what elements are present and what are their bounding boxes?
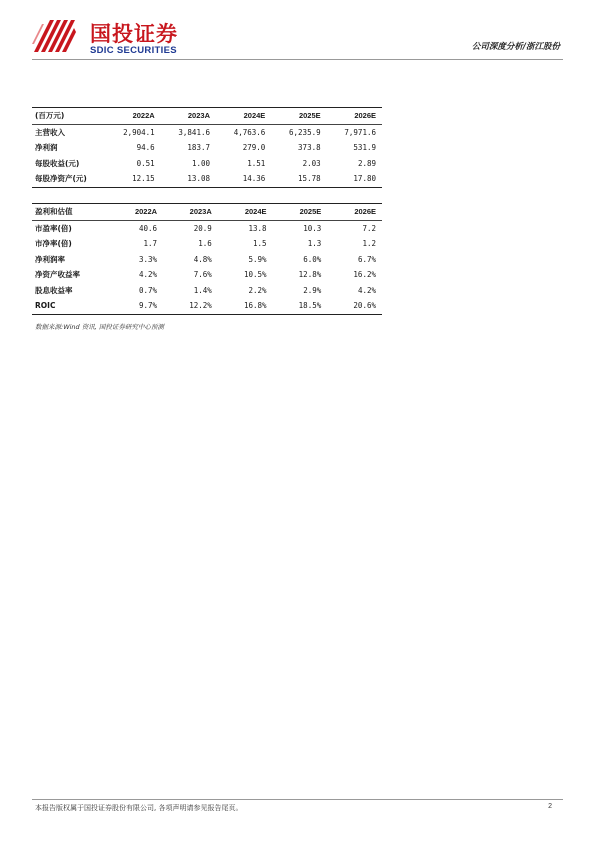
table-row xyxy=(32,283,382,299)
table-cell: 0.51 xyxy=(136,158,155,168)
table-row xyxy=(32,171,382,187)
row-label: 市净率(倍) xyxy=(35,239,72,249)
table-cell: 2.2% xyxy=(248,285,267,295)
logo-stripes-icon xyxy=(32,18,78,54)
table-cell: 183.7 xyxy=(187,143,210,153)
column-header: 2026E xyxy=(354,207,376,217)
column-header: (百万元) xyxy=(35,111,65,121)
row-label: 市盈率(倍) xyxy=(35,223,72,233)
table-cell: 13.8 xyxy=(248,223,267,233)
logo-chinese-name: 国投证券 xyxy=(90,22,178,46)
table-row xyxy=(32,267,382,283)
footer-divider xyxy=(32,799,563,800)
table-cell: 7.2 xyxy=(362,223,376,233)
column-header: 2026E xyxy=(354,111,376,121)
table-cell: 12.15 xyxy=(132,174,155,184)
table-header-row xyxy=(32,108,382,125)
table-cell: 16.2% xyxy=(353,270,376,280)
table-cell: 10.5% xyxy=(243,270,267,280)
table-cell: 0.7% xyxy=(138,285,158,295)
table-cell: 6.0% xyxy=(303,254,322,264)
table-cell: 1.2 xyxy=(362,239,376,249)
page-header xyxy=(0,0,595,60)
table-cell: 2.03 xyxy=(302,158,321,168)
table-cell: 1.51 xyxy=(247,158,266,168)
data-source-note: 数据来源:Wind 资讯, 国投证券研究中心预测 xyxy=(35,323,164,331)
table-cell: 16.8% xyxy=(243,301,267,311)
column-header: 2025E xyxy=(298,111,321,121)
table-cell: 2,904.1 xyxy=(123,127,155,137)
table-cell: 9.7% xyxy=(138,301,158,311)
table-cell: 3.3% xyxy=(138,254,158,264)
table-cell: 7.6% xyxy=(193,270,212,280)
footer-disclaimer: 本报告版权属于国投证券股份有限公司, 各项声明请参见报告尾页。 xyxy=(35,804,243,812)
table-cell: 13.08 xyxy=(187,174,210,184)
row-label: 净利润 xyxy=(35,143,58,153)
table-cell: 2.89 xyxy=(357,158,376,168)
table-cell: 1.5 xyxy=(252,239,267,249)
table-header-row xyxy=(32,204,382,221)
row-label: 主营收入 xyxy=(35,127,65,137)
row-label: 净利润率 xyxy=(35,254,65,264)
table-cell: 12.2% xyxy=(189,301,212,311)
table-cell: 1.7 xyxy=(143,239,158,249)
company-logo xyxy=(32,18,202,58)
table-cell: 94.6 xyxy=(136,143,155,153)
column-header: 2023A xyxy=(189,207,212,217)
table-row xyxy=(32,220,382,236)
valuation-table xyxy=(32,203,382,315)
table-cell: 40.6 xyxy=(138,223,158,233)
table-cell: 1.00 xyxy=(191,158,210,168)
row-label: ROIC xyxy=(35,301,56,311)
header-divider xyxy=(32,59,563,60)
row-label: 每股收益(元) xyxy=(35,158,80,168)
row-label: 股息收益率 xyxy=(35,285,73,295)
column-header: 2024E xyxy=(244,207,267,217)
table-cell: 1.6 xyxy=(198,239,212,249)
table-cell: 4.2% xyxy=(138,270,158,280)
table-cell: 20.6% xyxy=(353,301,376,311)
table-cell: 7,971.6 xyxy=(344,127,376,137)
table-row xyxy=(32,252,382,268)
column-header: 2025E xyxy=(299,207,322,217)
table-cell: 2.9% xyxy=(303,285,322,295)
report-tag: 公司深度分析/浙江股份 xyxy=(471,42,560,52)
table-cell: 279.0 xyxy=(242,143,266,153)
table-row xyxy=(32,124,382,140)
row-label: 每股净资产(元) xyxy=(35,174,87,184)
table-cell: 1.3 xyxy=(307,239,322,249)
table-cell: 15.78 xyxy=(298,174,321,184)
column-header: 2024E xyxy=(243,111,266,121)
table-cell: 20.9 xyxy=(193,223,212,233)
table-cell: 373.8 xyxy=(298,143,321,153)
page-number: 2 xyxy=(548,803,552,810)
table-row xyxy=(32,140,382,156)
column-header: 盈利和估值 xyxy=(35,207,73,217)
table-cell: 4,763.6 xyxy=(233,127,266,137)
financial-summary-table xyxy=(32,107,382,188)
table-cell: 18.5% xyxy=(298,301,322,311)
table-cell: 4.8% xyxy=(193,254,212,264)
logo-english-name: SDIC SECURITIES xyxy=(90,45,177,56)
table-row xyxy=(32,298,382,314)
table-cell: 17.80 xyxy=(353,174,376,184)
column-header: 2022A xyxy=(132,111,155,121)
row-label: 净资产收益率 xyxy=(35,270,80,280)
table-cell: 14.36 xyxy=(242,174,266,184)
table-cell: 531.9 xyxy=(353,143,376,153)
table-cell: 10.3 xyxy=(303,223,322,233)
table-cell: 6.7% xyxy=(357,254,376,264)
table-cell: 1.4% xyxy=(193,285,212,295)
table-cell: 3,841.6 xyxy=(178,127,210,137)
table-row xyxy=(32,236,382,252)
table-row xyxy=(32,156,382,172)
table-cell: 6,235.9 xyxy=(289,127,321,137)
table-cell: 4.2% xyxy=(357,285,376,295)
column-header: 2022A xyxy=(134,207,158,217)
column-header: 2023A xyxy=(187,111,210,121)
table-cell: 12.8% xyxy=(298,270,322,280)
table-cell: 5.9% xyxy=(248,254,267,264)
